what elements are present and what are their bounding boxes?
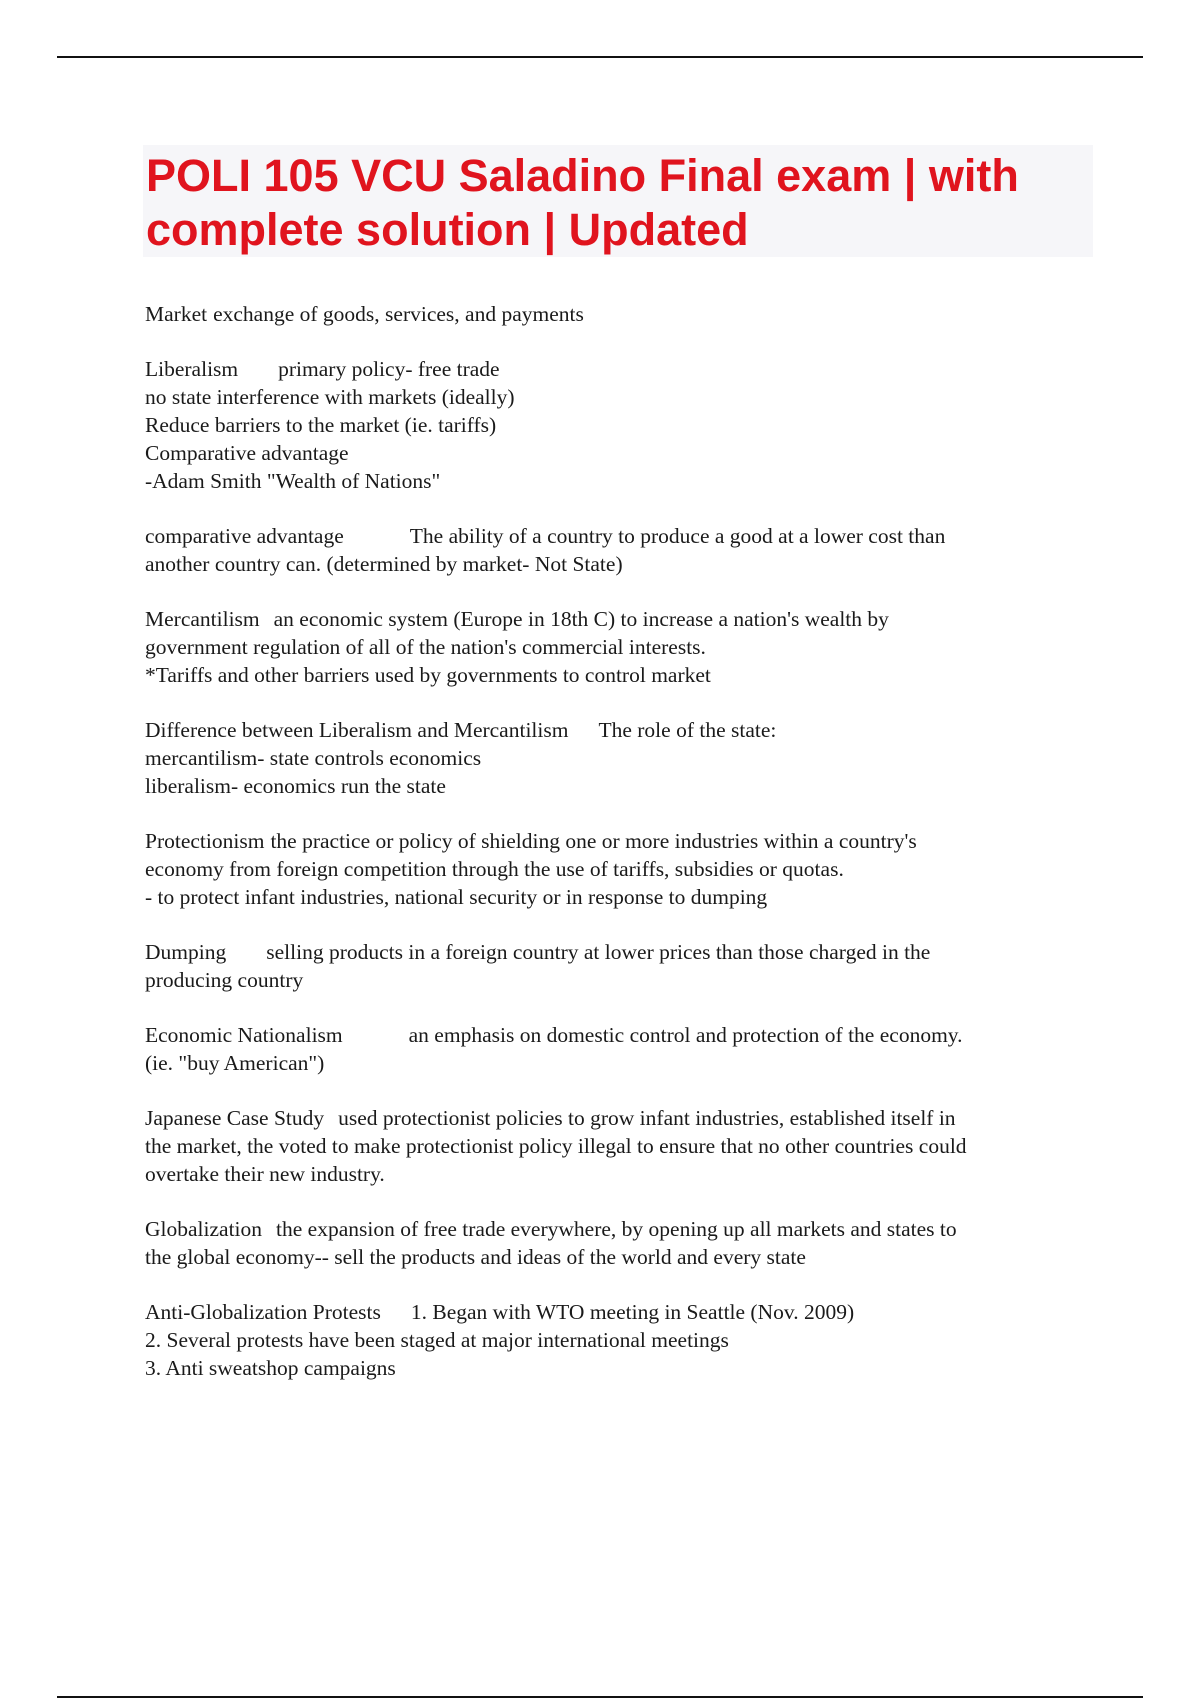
entry-first-line (145, 355, 1105, 383)
entry-first-line (145, 1298, 1105, 1326)
entry-term: Anti-Globalization Protests (145, 1300, 381, 1324)
entry-term: Market (145, 302, 208, 326)
bottom-rule (57, 1696, 1143, 1698)
entry-definition: primary policy- free trade (278, 357, 500, 381)
entry-definition: the expansion of free trade everywhere, by opening up all markets and states to (276, 1217, 957, 1241)
entry-definition: 1. Began with WTO meeting in Seattle (Nov. 2009) (410, 1300, 855, 1324)
entry-definition-line: mercantilism- state controls economics (145, 746, 482, 770)
title-banner (143, 145, 1093, 257)
entry-definition-line: another country can. (determined by market- Not State) (145, 552, 623, 576)
entry-definition-line: economy from foreign competition through the use of tariffs, subsidies or quotas. (145, 857, 844, 881)
entry-term: Protectionism (145, 829, 265, 853)
entry-mercantilism (145, 605, 1105, 689)
entry-dumping (145, 938, 1105, 994)
entry-definition: used protectionist policies to grow infant industries, established itself in (338, 1106, 956, 1130)
entry-definition: an economic system (Europe in 18th C) to increase a nation's wealth by (273, 607, 889, 631)
entry-first-line (145, 1104, 1105, 1132)
entry-definition-line: - to protect infant industries, national security or in response to dumping (145, 885, 768, 909)
entry-first-line (145, 716, 1105, 744)
entry-term: Economic Nationalism (145, 1023, 343, 1047)
entry-first-line (145, 1021, 1105, 1049)
entry-definition-line: government regulation of all of the nation's commercial interests. (145, 635, 706, 659)
entry-first-line (145, 522, 1105, 550)
entry-first-line (145, 605, 1105, 633)
entry-term: comparative advantage (145, 524, 344, 548)
entry-definition-line: 3. Anti sweatshop campaigns (145, 1356, 396, 1380)
entry-definition-line: the global economy-- sell the products and ideas of the world and every state (145, 1245, 806, 1269)
entry-definition: The ability of a country to produce a good at a lower cost than (409, 524, 946, 548)
entry-term: Globalization (145, 1217, 263, 1241)
entry-first-line (145, 938, 1105, 966)
top-rule (57, 56, 1143, 58)
entry-term: Mercantilism (145, 607, 260, 631)
entry-definition-line: producing country (145, 968, 304, 992)
flashcard-list (145, 300, 1105, 1409)
entry-definition: an emphasis on domestic control and protection of the economy. (408, 1023, 963, 1047)
entry-term: Dumping (145, 940, 227, 964)
entry-definition-line: -Adam Smith "Wealth of Nations" (145, 469, 441, 493)
entry-comparative-advantage (145, 522, 1105, 578)
entry-definition-line: Comparative advantage (145, 441, 349, 465)
document-title: POLI 105 VCU Saladino Final exam | with complete solution | Updated (146, 150, 1019, 255)
entry-protectionism (145, 827, 1105, 911)
entry-definition-line: overtake their new industry. (145, 1162, 385, 1186)
entry-definition: the practice or policy of shielding one or more industries within a country's (270, 829, 917, 853)
entry-japanese-case-study (145, 1104, 1105, 1188)
entry-definition-line: (ie. "buy American") (145, 1051, 325, 1075)
entry-definition: selling products in a foreign country at lower prices than those charged in the (266, 940, 931, 964)
entry-definition-line: Reduce barriers to the market (ie. tariffs) (145, 413, 497, 437)
entry-definition-line: the market, the voted to make protectionist policy illegal to ensure that no other countries could (145, 1134, 967, 1158)
entry-market (145, 300, 1105, 328)
entry-anti-globalization-protests (145, 1298, 1105, 1382)
entry-definition-line: liberalism- economics run the state (145, 774, 446, 798)
entry-term: Liberalism (145, 357, 239, 381)
entry-economic-nationalism (145, 1021, 1105, 1077)
entry-definition-line: 2. Several protests have been staged at major international meetings (145, 1328, 729, 1352)
entry-definition: exchange of goods, services, and payments (213, 302, 584, 326)
entry-definition: The role of the state: (598, 718, 777, 742)
entry-first-line (145, 300, 1105, 328)
entry-term: Japanese Case Study (145, 1106, 325, 1130)
entry-globalization (145, 1215, 1105, 1271)
entry-first-line (145, 1215, 1105, 1243)
entry-liberalism (145, 355, 1105, 495)
entry-first-line (145, 827, 1105, 855)
entry-definition-line: no state interference with markets (ideally) (145, 385, 515, 409)
entry-definition-line: *Tariffs and other barriers used by governments to control market (145, 663, 711, 687)
entry-term: Difference between Liberalism and Mercantilism (145, 718, 569, 742)
entry-liberalism-vs-mercantilism (145, 716, 1105, 800)
